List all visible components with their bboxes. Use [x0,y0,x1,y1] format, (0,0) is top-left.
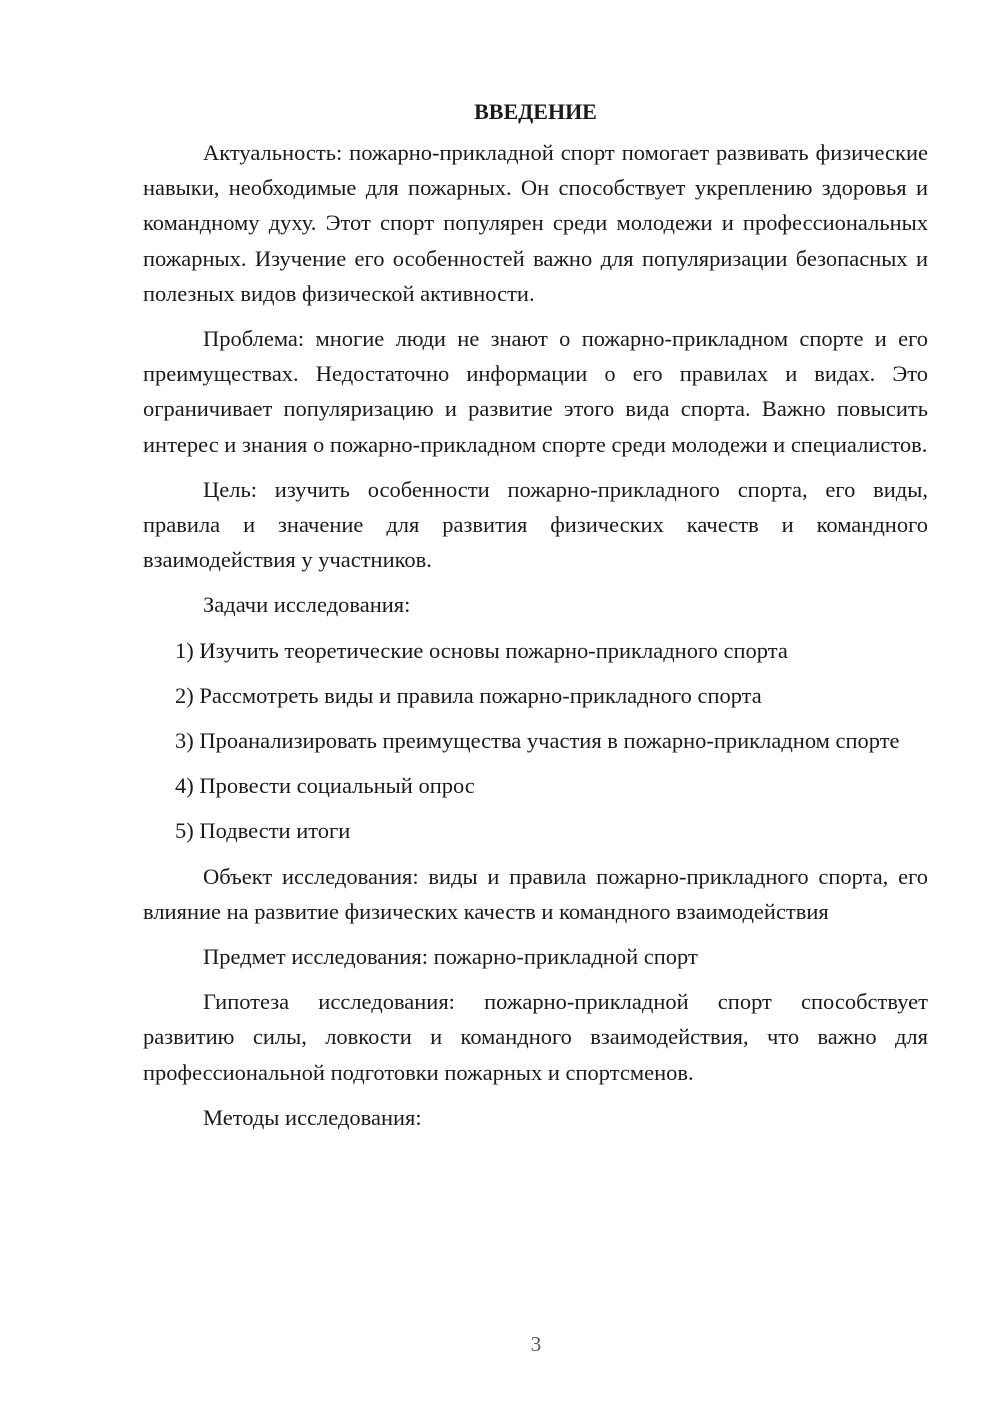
list-item: 2) Рассмотреть виды и правила пожарно-прикладного спорта [175,682,762,708]
goal-paragraph: Цель: изучить особенности пожарно-прикладного спорта, его виды, правила и значение для развития физических качеств и командного взаимодействия у участников. [143,476,928,573]
tasks-list [143,633,928,849]
relevance-paragraph: Актуальность: пожарно-прикладной спорт помогает развивать физические навыки, необходимые для пожарных. Он способствует укреплению здоровья и командному духу. Этот спорт популярен среди молодежи и профессиональных пожарных. Изучение его особенностей важно для популяризации безопасных и полезных видов физической активности. [143,140,928,306]
subject-paragraph: Предмет исследования: пожарно-прикладной спорт [203,944,698,970]
problem-paragraph: Проблема: многие люди не знают о пожарно-прикладном спорте и его преимуществах. Недостаточно информации о его правилах и видах. Это ограничивает популяризацию и развитие этого вида спорта. Важно повысить интерес и знания о пожарно-прикладном спорте среди молодежи и специалистов. [143,326,928,457]
list-item: 3) Проанализировать преимущества участия в пожарно-прикладном спорте [175,728,900,754]
document-page [143,97,928,1145]
tasks-heading: Задачи исследования: [203,592,411,618]
hypothesis-paragraph: Гипотеза исследования: пожарно-прикладной спорт способствует развитию силы, ловкости и командного взаимодействия, что важно для профессиональной подготовки пожарных и спортсменов. [143,989,928,1085]
list-item: 1) Изучить теоретические основы пожарно-прикладного спорта [175,637,788,663]
page-title: ВВЕДЕНИЕ [474,99,597,124]
object-paragraph: Объект исследования: виды и правила пожарно-прикладного спорта, его влияние на развитие физических качеств и командного взаимодействия [143,863,928,924]
methods-heading: Методы исследования: [203,1104,422,1130]
list-item: 5) Подвести итоги [175,818,351,844]
page-number: 3 [530,1332,542,1356]
list-item: 4) Провести социальный опрос [175,773,475,799]
